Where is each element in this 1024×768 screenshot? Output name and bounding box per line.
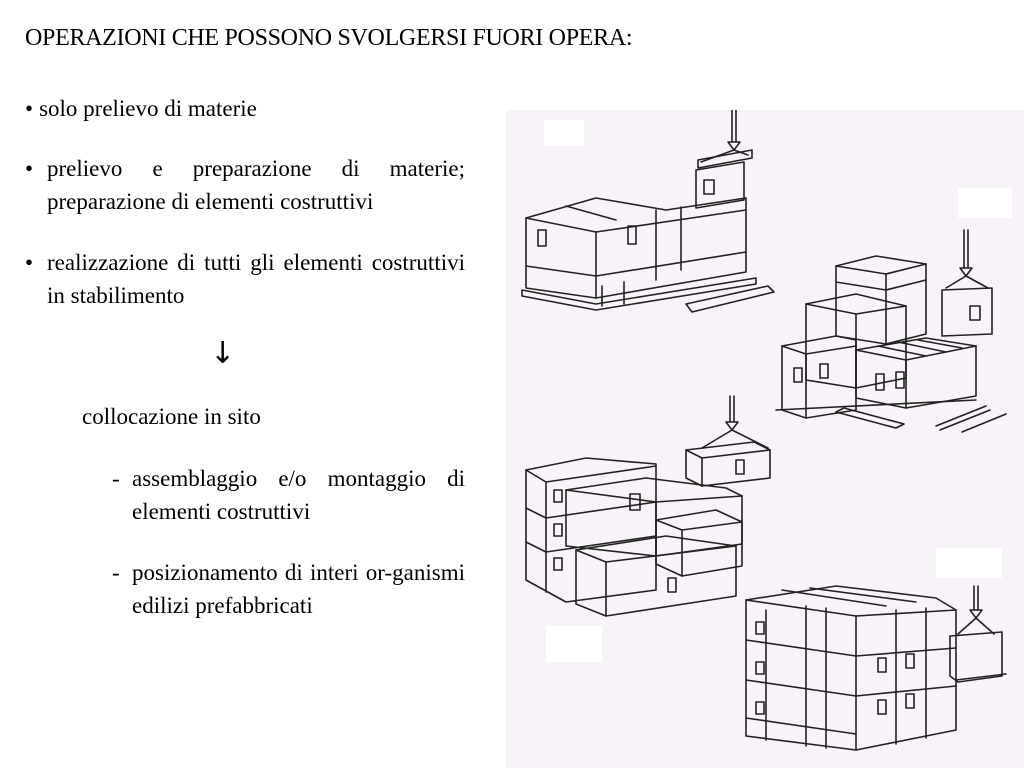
prefab-buildings-drawing bbox=[506, 110, 1024, 768]
sub-item-text: assemblaggio e/o montaggio di elementi costruttivi bbox=[132, 466, 465, 524]
frame-building-drawing bbox=[776, 230, 1006, 432]
sub-item-1 bbox=[112, 462, 465, 528]
down-arrow-icon: ↓ bbox=[210, 336, 236, 371]
sub-item-text: posizionamento di interi or-ganismi edilizi prefabbricati bbox=[132, 560, 465, 618]
bullet-text: realizzazione di tutti gli elementi costruttivi in stabilimento bbox=[47, 250, 465, 308]
bullet-text: prelievo e preparazione di materie; preparazione di elementi costruttivi bbox=[47, 156, 465, 214]
modular-cells-drawing bbox=[526, 396, 770, 616]
dash-marker: - bbox=[112, 466, 120, 491]
frame-cells-drawing bbox=[746, 586, 1006, 750]
bullet-item-3 bbox=[25, 246, 465, 312]
bullet-marker: • bbox=[25, 96, 34, 121]
slide-title: OPERAZIONI CHE POSSONO SVOLGERSI FUORI OPERA: bbox=[25, 25, 633, 51]
bullet-item-1 bbox=[25, 92, 465, 125]
placement-heading: collocazione in sito bbox=[82, 404, 261, 429]
sub-item-2 bbox=[112, 556, 465, 622]
bullet-marker: • bbox=[25, 156, 34, 181]
bullet-marker: • bbox=[25, 250, 34, 275]
dash-marker: - bbox=[112, 560, 120, 585]
bullet-item-2 bbox=[25, 152, 465, 218]
bullet-text: solo prelievo di materie bbox=[39, 96, 257, 121]
prefabrication-illustration bbox=[506, 110, 1024, 768]
